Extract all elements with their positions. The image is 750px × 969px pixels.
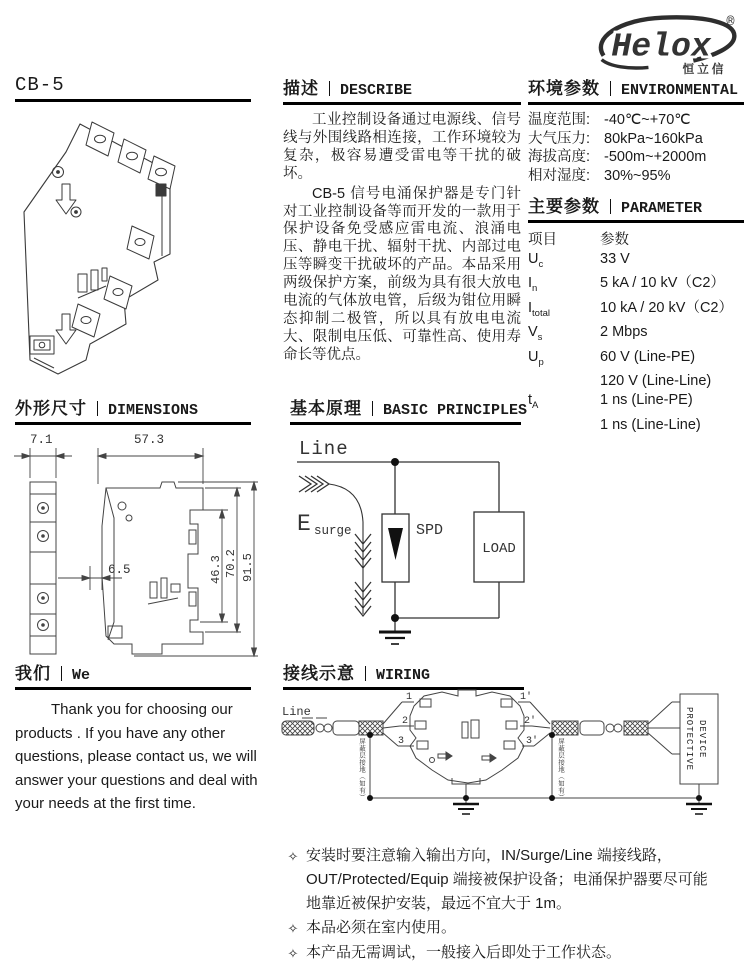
parameter-table: [528, 250, 744, 434]
env-row-temperature: 温度范围: -40℃~+70℃: [528, 112, 691, 128]
dim-h-mid-label: 70.2: [224, 549, 238, 578]
we-paragraph: Thank you for choosing our products . If you have any other questions, please contact us, we will answer your questions and deal with your needs at the first time.: [15, 701, 258, 812]
param-row-vs: $V_s$ 2 Mbps: [528, 324, 648, 344]
dimensions-drawing: [10, 426, 264, 660]
param-row-up-2: 120 V (Line-Line): [600, 373, 712, 390]
col-item-label: 项目: [528, 232, 557, 248]
header-divider: [97, 401, 98, 416]
parameter-header: [528, 192, 744, 223]
env-row-altitude: 海拔高度: -500m~+2000m: [528, 149, 707, 165]
basic-principles-circuit: [293, 434, 525, 658]
protective-device-label: PROTECTIVE DEVICE: [684, 706, 707, 771]
shield-ground-note-left: 屏蔽层接地（如有）: [358, 738, 365, 801]
describe-section: [283, 74, 521, 365]
param-row-itotal: $I_{total}$ 10 kA / 20 kV（C2）: [528, 299, 733, 319]
note-item-1: ✧ 安装时要注意输入输出方向，IN/Surge/Line 端接线路，OUT/Protected/Equip 端接被保护设备；电涌保护器要尽可能地靠近被保护安装，最远不宜大于 1m。: [270, 844, 748, 916]
environmental-header: [528, 74, 744, 105]
dim-offset-label: 6.5: [108, 563, 131, 577]
esurge-label: E: [297, 511, 311, 537]
product-model-title: CB-5: [15, 74, 251, 102]
esurge-sub-label: surge: [314, 524, 352, 538]
param-row-in: $I_n$ 5 kA / 10 kV（C2）: [528, 275, 725, 295]
header-divider: [61, 666, 62, 681]
header-divider: [329, 81, 330, 96]
param-row-uc: $U_c$ 33 V: [528, 251, 630, 270]
dimensions-title-zh: 外形尺寸: [15, 399, 87, 418]
environmental-title-en: ENVIRONMENTAL: [621, 82, 739, 99]
col-value-label: 参数: [600, 232, 629, 248]
diamond-bullet-icon: ✧: [287, 921, 299, 936]
describe-title-zh: 描述: [283, 79, 319, 98]
dim-h-inner-label: 46.3: [209, 555, 223, 584]
header-divider: [372, 401, 373, 416]
terminal-3p-label: 3': [526, 736, 539, 747]
wiring-diagram: [280, 686, 748, 842]
line-label: Line: [299, 438, 349, 460]
installation-notes: [270, 844, 748, 966]
describe-paragraph-2: CB-5 信号电涌保护器是专门针对工业控制设备等而开发的一款用于保护设备免受感应雷电流、浪涌电压、静电干扰、辐射干扰、内部过电压等瞬变干扰破坏的产品。本品采用两级保护方案，前级为具有很大放电电流的气体放电管，后级为钳位用瞬态抑制二极管，所以具有放电电流大、限制电压低、可靠性高、使用寿命长等优点。: [283, 185, 521, 363]
logo-wordmark: Helox: [611, 27, 711, 66]
dimensions-header: [15, 394, 251, 425]
logo-chinese-name: 恒立信: [682, 63, 727, 78]
spd-label: SPD: [416, 522, 444, 539]
describe-header: [283, 74, 521, 105]
parameter-table-header: [528, 231, 744, 250]
terminal-1-label: 1: [406, 692, 413, 703]
dim-depth-label: 57.3: [134, 433, 165, 447]
wiring-title-zh: 接线示意: [283, 664, 355, 683]
param-row-ta-2: 1 ns (Line-Line): [600, 416, 701, 433]
principles-title-en: BASIC PRINCIPLES: [383, 402, 528, 419]
describe-paragraph-1: 工业控制设备通过电源线、信号线与外围线路相连接，工作环境较为复杂，极容易遭受雷电等干扰的破坏。: [283, 112, 521, 182]
principles-title-zh: 基本原理: [290, 399, 362, 418]
diamond-bullet-icon: ✧: [287, 849, 299, 864]
environmental-title-zh: 环境参数: [528, 79, 600, 98]
shield-ground-note-right: 屏蔽层接地（如有）: [557, 738, 564, 801]
environmental-rows: [528, 111, 744, 185]
environmental-section: [528, 74, 744, 434]
dimensions-title-en: DIMENSIONS: [108, 402, 199, 419]
load-label: LOAD: [482, 541, 516, 557]
principles-header: [290, 394, 528, 425]
terminal-1p-label: 1': [520, 692, 533, 703]
brand-logo: [588, 10, 744, 78]
we-title-en: We: [72, 667, 91, 684]
param-row-up-1: $U_p$ 60 V (Line-PE): [528, 348, 696, 368]
param-row-ta-1: $t_A$ 1 ns (Line-PE): [528, 392, 693, 411]
helox-logo-icon: [588, 10, 744, 78]
env-row-humidity: 相对湿度: 30%~95%: [528, 167, 671, 184]
note-item-3: ✧ 本产品无需调试，一般接入后即处于工作状态。: [270, 941, 748, 966]
wiring-line-label: Line: [282, 705, 311, 719]
dim-front-width-label: 7.1: [30, 433, 53, 447]
diamond-bullet-icon: ✧: [287, 946, 299, 961]
dim-h-total-label: 91.5: [241, 553, 255, 582]
note-item-2: ✧ 本品必须在室内使用。: [270, 916, 748, 941]
we-title-zh: 我们: [15, 664, 51, 683]
describe-title-en: DESCRIBE: [340, 82, 413, 99]
header-divider: [365, 666, 366, 681]
header-divider: [610, 199, 611, 214]
wiring-title-en: WIRING: [376, 667, 431, 684]
terminal-3-label: 3: [398, 736, 405, 747]
header-divider: [610, 81, 611, 96]
registered-mark: ®: [726, 15, 735, 31]
parameter-title-en: PARAMETER: [621, 200, 703, 217]
env-row-pressure: 大气压力: 80kPa~160kPa: [528, 130, 703, 147]
parameter-title-zh: 主要参数: [528, 197, 600, 216]
device-isometric-drawing: [14, 108, 256, 380]
terminal-2p-label: 2': [524, 716, 537, 727]
we-header: [15, 659, 251, 690]
wiring-schematic: [280, 686, 748, 842]
terminal-2-label: 2: [402, 716, 409, 727]
